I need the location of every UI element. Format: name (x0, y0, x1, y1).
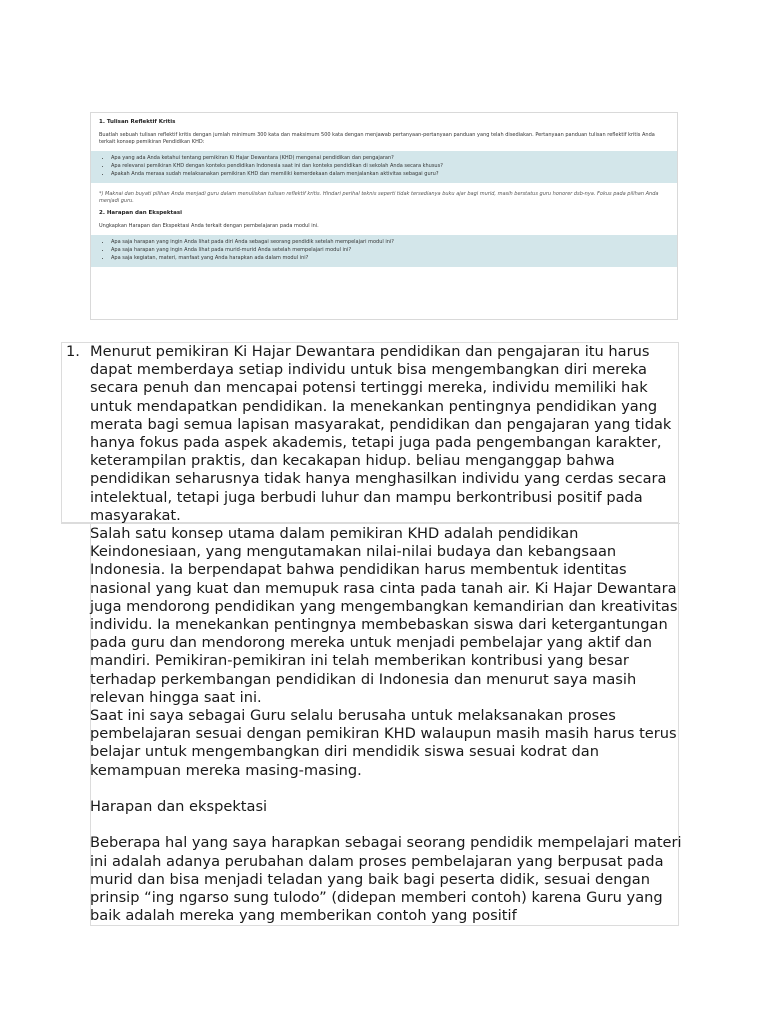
question-item: • Apa yang ada Anda ketahui tentang pemikiran Ki Hajar Dewantara (KHD) mengenai pendidikan dan pengajaran? (111, 155, 669, 162)
section2-questions-box (91, 235, 677, 267)
section1-intro: Buatlah sebuah tulisan reflektif kritis dengan jumlah minimum 300 kata dan maksimum 500 kata dengan menjawab pertanyaan-pertanyaan panduan yang telah disediakan. Pertanyaan panduan tulisan reflektif kritis Anda terkait konsep pemikiran Pendidikan KHD: (99, 132, 655, 145)
section1-questions-box (91, 151, 677, 183)
paragraph-guru: Saat ini saya sebagai Guru selalu berusaha untuk melaksanakan proses pembelajaran sesuai dengan pemikiran KHD walaupun masih masih harus terus belajar untuk mengembangkan diri mendidik siswa sesuai kodrat dan kemampuan mereka masing-masing. (90, 707, 677, 779)
assignment-screenshot (90, 112, 678, 320)
question-item: • Apa saja harapan yang ingin Anda lihat pada murid-murid Anda setelah mempelajari modul ini? (111, 247, 669, 254)
note-text: *) Maknai dan buyati pilihan Anda menjadi guru dalam menuliskan tulisan reflektif kritis. Hindari perihal teknis seperti tidak tersedianya buku ajar bagi murid, masih berstatus guru honorer dsb-nya. Fokus pada pilihan Anda menjadi guru. (99, 191, 659, 204)
question-item: • Apa saja kegiatan, materi, manfaat yang Anda harapkan ada dalam modul ini? (111, 255, 669, 262)
list-number: 1. (66, 343, 80, 360)
paragraph-ki-hajar: Menurut pemikiran Ki Hajar Dewantara pendidikan dan pengajaran itu harus dapat memberdaya setiap individu untuk bisa mengembangkan diri mereka secara penuh dan mencapai potensi tertinggi mereka, individu memiliki hak untuk mendapatkan pendidikan. Ia menekankan pentingnya pendidikan yang merata bagi semua lapisan masyarakat, pendidikan dan pengajaran yang tidak hanya fokus pada aspek akademis, tetapi juga pada pengembangan karakter, keterampilan praktis, dan kecakapan hidup. beliau menganggap bahwa pendidikan seharusnya tidak hanya menghasilkan individu yang cerdas secara intelektual, tetapi juga berbudi luhur dan mampu berkontribusi positif pada masyarakat. (90, 343, 672, 524)
section1-title: 1. Tulisan Reflektif Kritis (99, 119, 176, 125)
paragraph-keindonesiaan: Salah satu konsep utama dalam pemikiran KHD adalah pendidikan Keindonesiaan, yang mengutamakan nilai-nilai budaya dan kebangsaan Indonesia. Ia berpendapat bahwa pendidikan harus membentuk identitas nasional yang kuat dan memupuk rasa cinta pada tanah air. Ki Hajar Dewantara juga mendorong pendidikan yang mengembangkan kemandirian dan kreativitas individu. Ia menekankan pentingnya membebaskan siswa dari ketergantungan pada guru dan mendorong mereka untuk menjadi pembelajar yang aktif dan mandiri. Pemikiran-pemikiran ini telah memberikan kontribusi yang besar terhadap perkembangan pendidikan di Indonesia dan menurut saya masih relevan hingga saat ini. (90, 525, 678, 706)
section2-intro: Ungkapkan Harapan dan Ekspektasi Anda terkait dengan pembelajaran pada modul ini. (99, 223, 319, 229)
document-body (66, 343, 682, 925)
paragraph-harapan: Beberapa hal yang saya harapkan sebagai seorang pendidik mempelajari materi ini adalah adanya perubahan dalam proses pembelajaran yang berpusat pada murid dan bisa menjadi teladan yang baik bagi peserta didik, sesuai dengan prinsip “ing ngarso sung tulodo” (didepan memberi contoh) karena Guru yang baik adalah mereka yang memberikan contoh yang positif (90, 834, 682, 925)
heading-harapan: Harapan dan ekspektasi (90, 798, 268, 816)
question-item: • Apa saja harapan yang ingin Anda lihat pada diri Anda sebagai seorang pendidik setelah mempelajari modul ini? (111, 239, 669, 246)
question-item: • Apakah Anda merasa sudah melaksanakan pemikiran KHD dan memiliki kemerdekaan dalam menjalankan aktivitas sebagai guru? (111, 171, 669, 178)
question-item: • Apa relevansi pemikiran KHD dengan konteks pendidikan Indonesia saat ini dan konteks pendidikan di sekolah Anda secara khusus? (111, 163, 669, 170)
section2-title: 2. Harapan dan Ekspektasi (99, 210, 183, 216)
